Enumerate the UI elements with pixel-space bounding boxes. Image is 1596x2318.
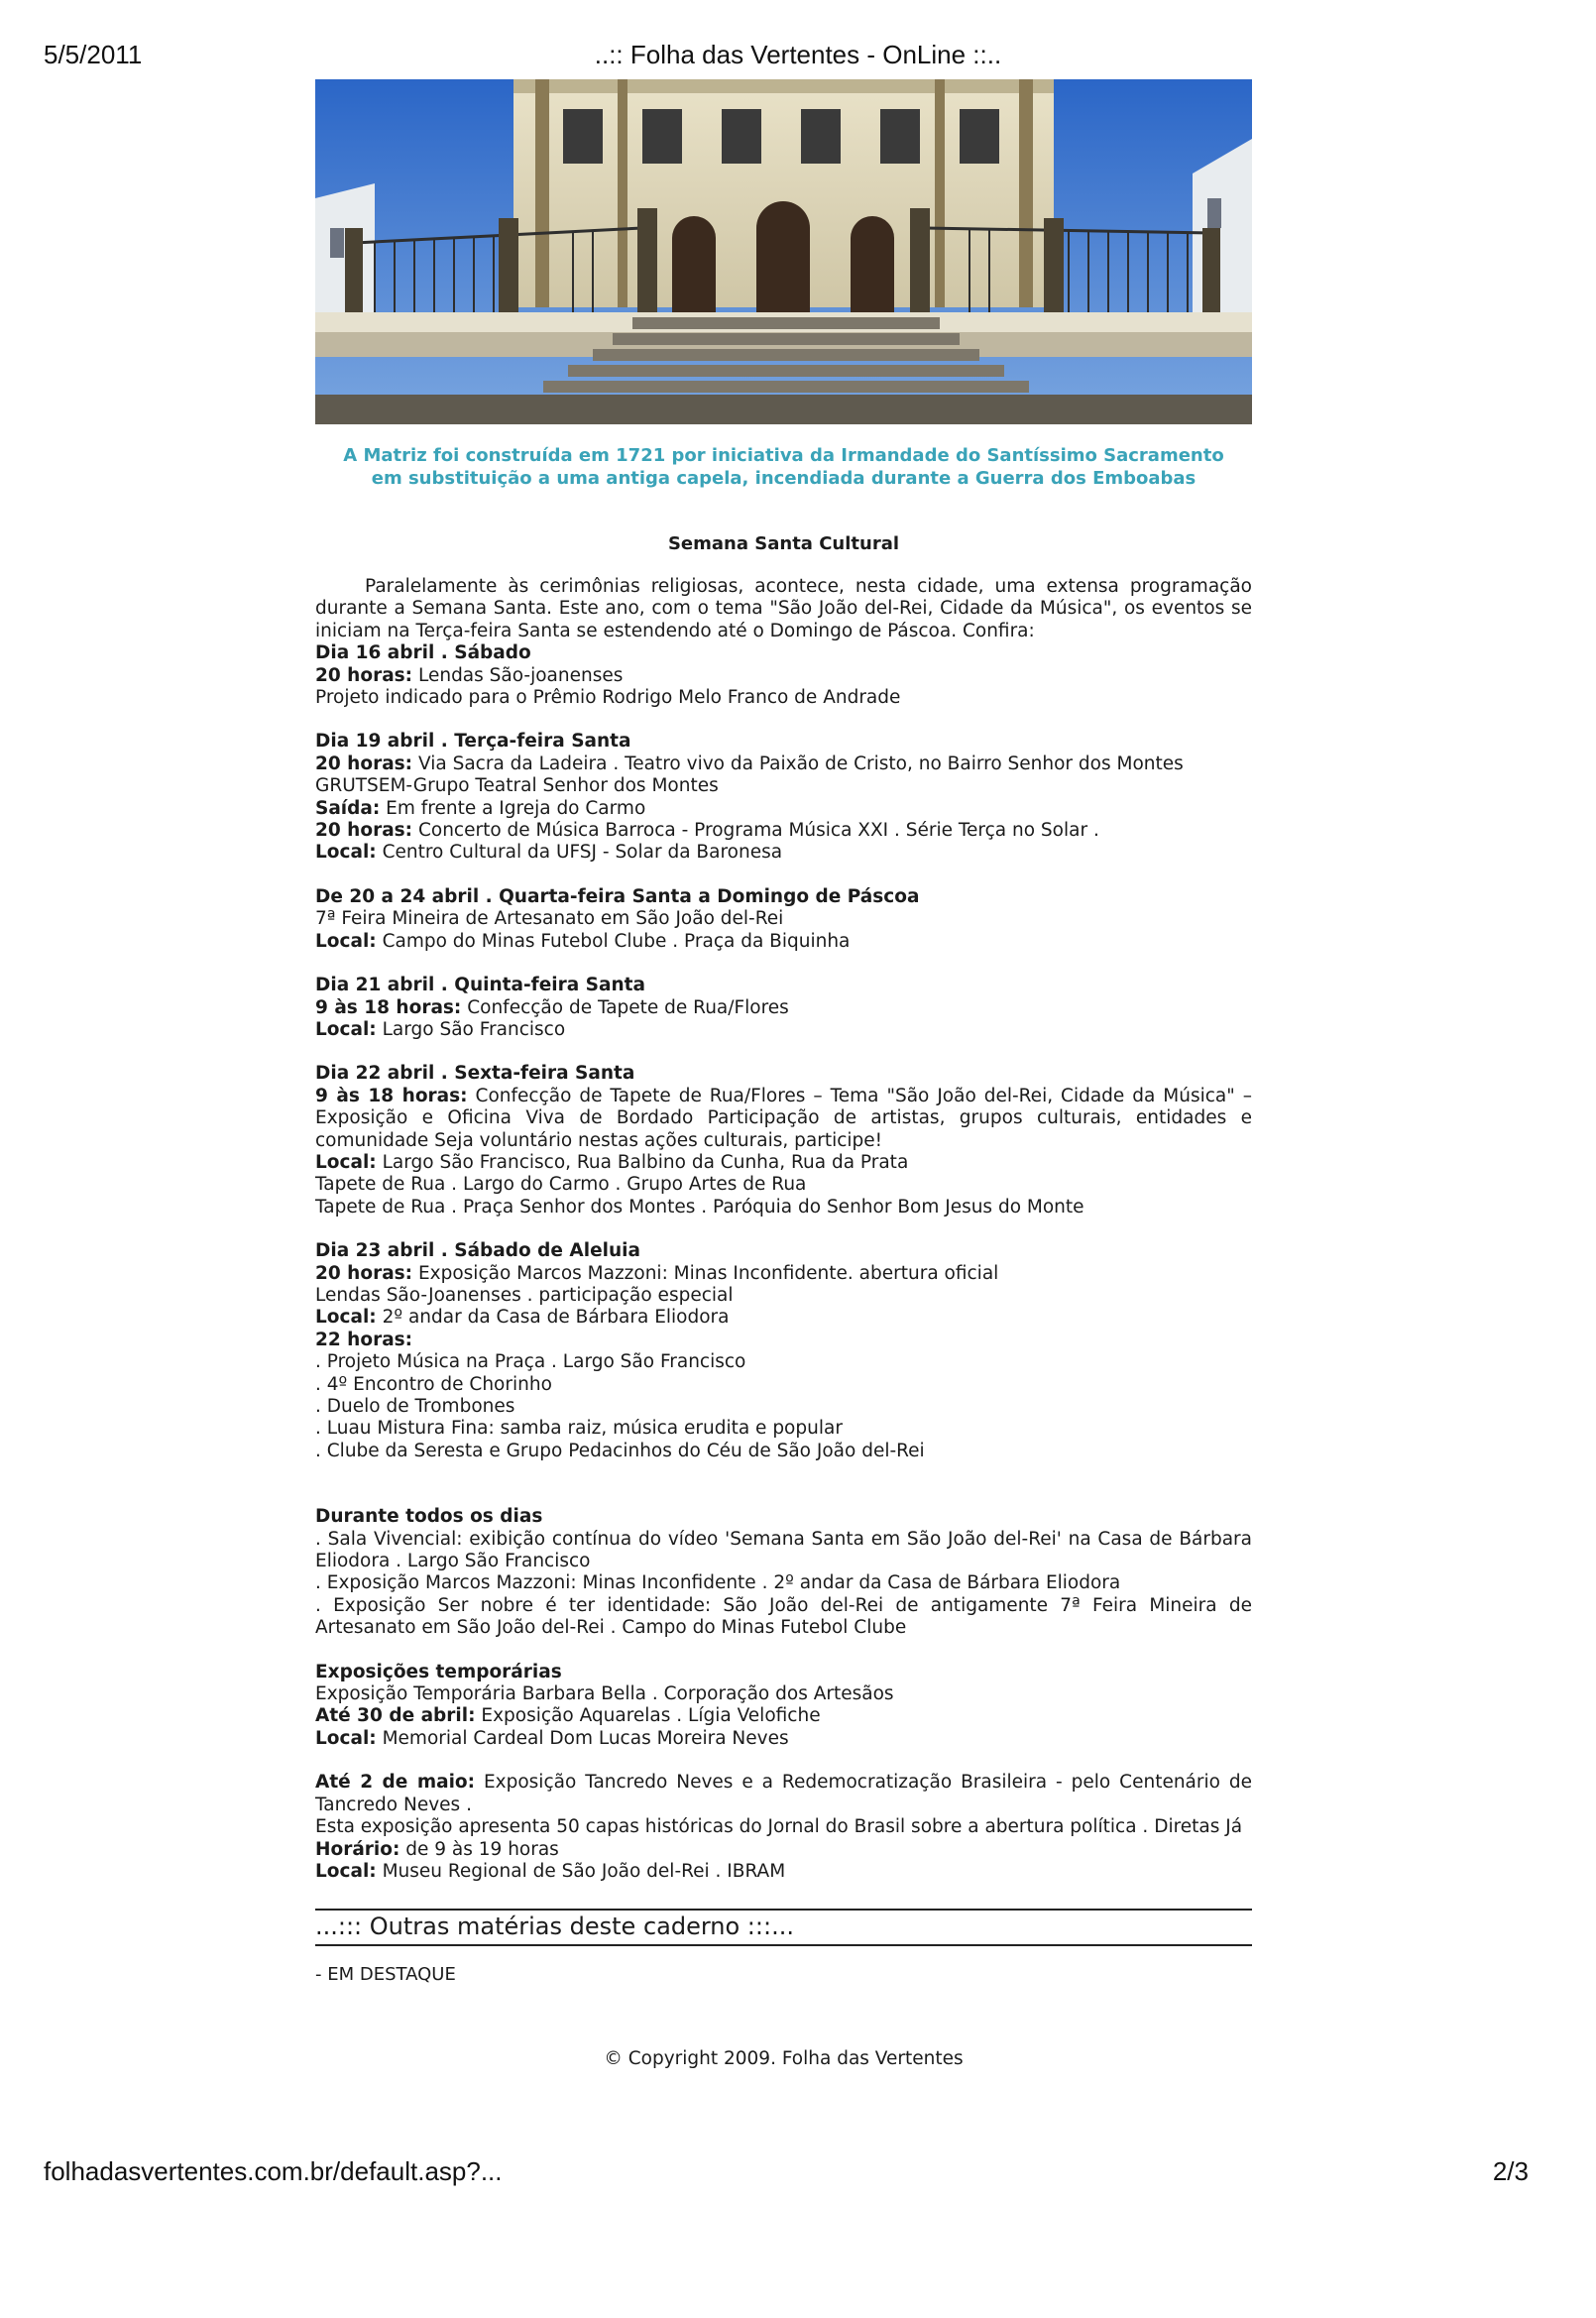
event-line-text: Lendas São-Joanenses . participação especial	[315, 1284, 734, 1306]
print-url: folhadasvertentes.com.br/default.asp?...	[44, 2156, 503, 2186]
event-line-text: Tapete de Rua . Largo do Carmo . Grupo Artes de Rua	[315, 1174, 807, 1196]
event-line-text: Concerto de Música Barroca - Programa Música XXI . Série Terça no Solar .	[412, 820, 1099, 842]
event-line	[315, 1152, 1252, 1174]
event-line	[315, 753, 1252, 775]
event-line-label: 20 horas:	[315, 1262, 413, 1284]
event-line-text: Via Sacra da Ladeira . Teatro vivo da Paixão de Cristo, no Bairro Senhor dos Montes	[412, 753, 1184, 774]
event-line-label: Até 30 de abril:	[315, 1705, 476, 1727]
event-heading: Dia 22 abril . Sexta-feira Santa	[315, 1063, 635, 1085]
event-line	[315, 798, 1252, 820]
event-line	[315, 1816, 1252, 1838]
event-block	[315, 642, 1252, 709]
event-line	[315, 820, 1252, 842]
event-block	[315, 731, 1252, 864]
photo-caption-line: A Matriz foi construída em 1721 por iniciativa da Irmandade do Santíssimo Sacramento	[343, 445, 1224, 466]
event-line-label: Local:	[315, 1727, 377, 1749]
event-heading: Dia 19 abril . Terça-feira Santa	[315, 731, 631, 753]
event-line-text: . Sala Vivencial: exibição contínua do vídeo 'Semana Santa em São João del-Rei' na Casa de Bárbara Eliodora . Largo São Francisco	[315, 1528, 1252, 1572]
event-line-text: Esta exposição apresenta 50 capas históricas do Jornal do Brasil sobre a abertura política . Diretas Já	[315, 1816, 1243, 1838]
event-line-label: Local:	[315, 1860, 377, 1882]
event-line-text: Tapete de Rua . Praça Senhor dos Montes . Paróquia do Senhor Bom Jesus do Monte	[315, 1196, 1084, 1217]
event-line-text: Em frente a Igreja do Carmo	[380, 797, 646, 819]
event-line	[315, 1595, 1252, 1640]
event-line-text: Projeto indicado para o Prêmio Rodrigo Melo Franco de Andrade	[315, 687, 901, 709]
event-line	[315, 1861, 1252, 1883]
event-line	[315, 1572, 1252, 1594]
event-line-label: Local:	[315, 1307, 377, 1329]
event-line	[315, 1683, 1252, 1705]
event-line-text: 2º andar da Casa de Bárbara Eliodora	[376, 1307, 730, 1329]
event-list	[315, 642, 1252, 1883]
event-line-label: 9 às 18 horas:	[315, 1085, 468, 1106]
event-line-label: 20 horas:	[315, 753, 413, 774]
event-line-label: Local:	[315, 842, 377, 864]
event-line	[315, 908, 1252, 930]
event-heading: De 20 a 24 abril . Quarta-feira Santa a Domingo de Páscoa	[315, 885, 920, 907]
event-line-label: Horário:	[315, 1838, 400, 1860]
event-heading: Dia 16 abril . Sábado	[315, 642, 531, 664]
event-line	[315, 1197, 1252, 1218]
event-line-text: . Duelo de Trombones	[315, 1396, 515, 1417]
event-block	[315, 1662, 1252, 1751]
event-line-label: Local:	[315, 1018, 377, 1040]
event-line	[315, 997, 1252, 1019]
event-line-text: Exposição Temporária Barbara Bella . Corporação dos Artesãos	[315, 1683, 894, 1705]
event-line	[315, 1174, 1252, 1196]
event-line-text: GRUTSEM-Grupo Teatral Senhor dos Montes	[315, 775, 719, 797]
event-line	[315, 1330, 1252, 1351]
copyright: © Copyright 2009. Folha das Vertentes	[604, 2048, 964, 2070]
article-title: Semana Santa Cultural	[667, 533, 900, 554]
print-date: 5/5/2011	[44, 40, 143, 69]
event-heading: Dia 21 abril . Quinta-feira Santa	[315, 975, 645, 996]
event-line	[315, 687, 1252, 709]
event-line	[315, 1351, 1252, 1373]
other-articles-heading: ...::: Outras matérias deste caderno :::...	[315, 1909, 1252, 1946]
event-block	[315, 1063, 1252, 1218]
event-heading: Exposições temporárias	[315, 1661, 562, 1682]
event-line-text: Campo do Minas Futebol Clube . Praça da Biquinha	[376, 930, 851, 952]
event-line-text: Largo São Francisco	[376, 1018, 566, 1040]
event-line	[315, 665, 1252, 687]
event-line-text: . Clube da Seresta e Grupo Pedacinhos do Céu de São João del-Rei	[315, 1440, 925, 1461]
event-line-label: 22 horas:	[315, 1329, 413, 1350]
event-line	[315, 1019, 1252, 1041]
event-line	[315, 1839, 1252, 1861]
event-line-text: . Exposição Ser nobre é ter identidade: São João del-Rei de antigamente 7ª Feira Mineira de Artesanato em São João del-Rei . Campo do Minas Futebol Clube	[315, 1594, 1252, 1639]
event-line	[315, 1374, 1252, 1396]
event-line	[315, 1728, 1252, 1750]
event-line-text: Exposição Aquarelas . Lígia Velofiche	[475, 1705, 821, 1727]
event-line-label: Local:	[315, 1151, 377, 1173]
other-article-link-em-destaque[interactable]: - EM DESTAQUE	[315, 1964, 456, 1986]
article-body	[315, 576, 1252, 1883]
event-line	[315, 931, 1252, 953]
event-line-text: . 4º Encontro de Chorinho	[315, 1373, 552, 1395]
event-heading: Dia 23 abril . Sábado de Aleluia	[315, 1240, 640, 1262]
event-line-text: Lendas São-joanenses	[412, 664, 624, 686]
event-line	[315, 1418, 1252, 1440]
event-line-label: Saída:	[315, 797, 381, 819]
event-line	[315, 1086, 1252, 1152]
event-line	[315, 1307, 1252, 1329]
church-photo	[315, 79, 1252, 424]
event-line-text: Exposição Tancredo Neves e a Redemocratização Brasileira - pelo Centenário de Tancredo Neves .	[315, 1772, 1253, 1815]
event-line-text: Exposição Marcos Mazzoni: Minas Inconfidente. abertura oficial	[412, 1262, 999, 1284]
print-page-title: ..:: Folha das Vertentes - OnLine ::..	[594, 40, 1002, 69]
event-line-label: Até 2 de maio:	[315, 1772, 476, 1794]
event-line	[315, 1396, 1252, 1418]
event-line	[315, 775, 1252, 797]
event-line	[315, 842, 1252, 864]
event-line-text: Confecção de Tapete de Rua/Flores	[461, 996, 789, 1018]
event-line-label: Local:	[315, 930, 377, 952]
article-intro: Paralelamente às cerimônias religiosas, acontece, nesta cidade, uma extensa programação durante a Semana Santa. Este ano, com o tema "São João del-Rei, Cidade da Música", os eventos se iniciam na Terça-feira Santa se estendendo até o Domingo de Páscoa. Confira:	[315, 576, 1252, 641]
event-line-text: . Exposição Marcos Mazzoni: Minas Inconfidente . 2º andar da Casa de Bárbara Eliodora	[315, 1572, 1121, 1594]
event-line	[315, 1263, 1252, 1285]
event-line-text: Centro Cultural da UFSJ - Solar da Baronesa	[376, 842, 783, 864]
event-line-text: Confecção de Tapete de Rua/Flores – Tema "São João del-Rei, Cidade da Música" – Exposição e Oficina Viva de Bordado Participação de artistas, grupos culturais, entidades e comunidade Seja voluntário nestas ações culturais, participe!	[315, 1085, 1252, 1151]
event-block	[315, 886, 1252, 953]
event-line-text: Museu Regional de São João del-Rei . IBRAM	[376, 1860, 786, 1882]
event-line-label: 20 horas:	[315, 664, 413, 686]
event-block	[315, 1240, 1252, 1462]
photo-caption	[315, 444, 1252, 490]
event-line-text: . Projeto Música na Praça . Largo São Francisco	[315, 1351, 746, 1373]
event-line	[315, 1285, 1252, 1307]
event-heading: Durante todos os dias	[315, 1506, 543, 1528]
event-line-label: 9 às 18 horas:	[315, 996, 462, 1018]
photo-caption-line: em substituição a uma antiga capela, incendiada durante a Guerra dos Emboabas	[371, 468, 1197, 489]
event-line-text: Memorial Cardeal Dom Lucas Moreira Neves	[376, 1727, 789, 1749]
event-line	[315, 1529, 1252, 1573]
event-line-text: de 9 às 19 horas	[399, 1838, 559, 1860]
page-content	[315, 79, 1252, 2069]
print-page-number: 2/3	[1492, 2156, 1529, 2186]
event-block	[315, 1772, 1252, 1883]
event-line	[315, 1705, 1252, 1727]
event-block	[315, 1506, 1252, 1639]
event-line-text: . Luau Mistura Fina: samba raiz, música erudita e popular	[315, 1418, 843, 1440]
event-block	[315, 975, 1252, 1041]
event-line-text: 7ª Feira Mineira de Artesanato em São João del-Rei	[315, 908, 784, 930]
event-line	[315, 1772, 1252, 1816]
event-line-label: 20 horas:	[315, 820, 413, 842]
event-line-text: Largo São Francisco, Rua Balbino da Cunha, Rua da Prata	[376, 1151, 909, 1173]
event-line	[315, 1441, 1252, 1462]
